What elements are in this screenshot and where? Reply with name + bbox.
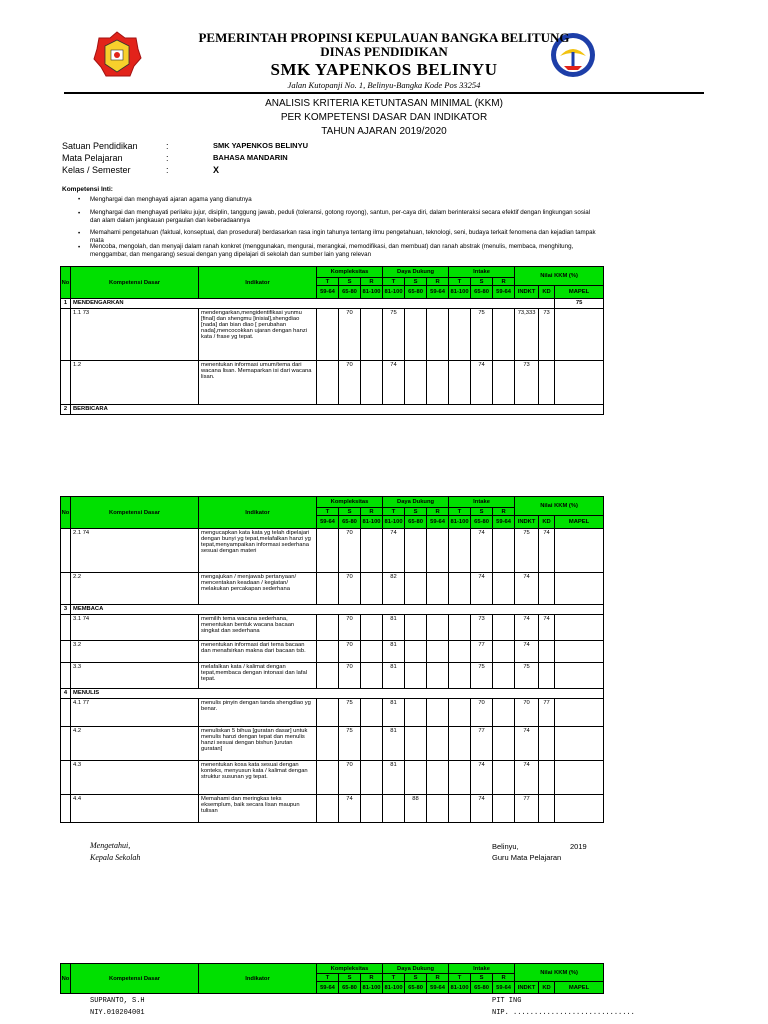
ki-item-2: Menghargai dan menghayati perilaku jujur, disiplin, tanggung jawab, peduli (toleransi, gotong royong), santun, per-caya diri, dalam berinteraksi secara efektif dengan lingkungan sosial dan alam dalam jangkauan pergaulan dan keberadaannya [90,209,591,224]
th-nilai-kkm: Nilai KKM (%) [515,267,604,286]
th-r: R [427,974,449,982]
school-name: SMK YAPENKOS BELINYU [270,60,498,79]
kd-code: 2.2 [73,574,82,580]
th-kd-short: KD [539,982,555,994]
th-nilai-kkm: Nilai KKM (%) [515,964,604,982]
group-title: BERBICARA [71,405,604,415]
th-indkt: INDKT [515,982,539,994]
meta-label-subject: Mata Pelajaran [62,153,123,163]
kompleksitas-s: 75 [339,727,361,761]
intake-s: 75 [471,309,493,361]
kompleksitas-s: 70 [339,641,361,663]
th-mapel: MAPEL [555,516,604,529]
kd-code: 3.3 [73,664,82,670]
th-range: 81-100 [383,982,405,994]
indikator-cell: menulis pinyin dengan tanda shengdiao yg benar. [199,699,317,727]
th-indkt: INDKT [515,286,539,299]
nilai-indikator: 70 [515,699,539,727]
mapel-value: 75 [555,299,604,309]
kd-cell [71,699,199,727]
indikator-cell: memilih tema wacana sederhana, menentukan bentuk wacana bacaan singkat dan sederhana [199,615,317,641]
intake-s: 74 [471,761,493,795]
kd-cell [71,615,199,641]
nilai-kd: 77 [539,699,555,727]
header-divider [64,92,704,94]
group-title: MENDENGARKAN [71,299,555,309]
th-r: R [427,278,449,286]
meta-sep-school: : [166,141,169,151]
th-s: S [339,974,361,982]
nilai-indikator: 74 [515,761,539,795]
th-kd-short: KD [539,516,555,529]
ki-bullet-1-icon: • [78,196,81,203]
sign-place: Belinyu, [492,842,519,851]
ki-heading: Kompetensi Inti: [62,186,113,193]
indikator-cell: mendengarkan,mengidentifikasi yunmu [final] dan shengmu [inisial],shengdiao [nada] dan bian diao [ perubahan nada],mencocokkan ujaran dengan hanzi kata / frase yg tepat. [199,309,317,361]
th-kd: Kompetensi Dasar [71,497,199,529]
th-range: 59-64 [427,286,449,299]
nilai-indikator: 74 [515,615,539,641]
th-t: T [383,974,405,982]
meta-sep-class: : [166,165,169,175]
indikator-cell: mengucapkan kata kata yg telah dipelajari dengan bunyi yg tepat,melafalkan hanzi yg tepat,menyampaikan informasi sederhana sesuai dengan materi [199,529,317,573]
kkm-table-3 [60,963,604,994]
th-t: T [317,974,339,982]
nilai-indikator: 74 [515,727,539,761]
kd-cell [71,361,199,405]
kd-text: 74 [82,616,90,622]
th-range: 81-100 [383,516,405,529]
nilai-indikator: 73,333 [515,309,539,361]
kompleksitas-s: 70 [339,761,361,795]
th-kd-short: KD [539,286,555,299]
intake-s: 75 [471,663,493,689]
th-intake: Intake [449,267,515,278]
th-range: 81-100 [361,982,383,994]
kompleksitas-s: 74 [339,795,361,823]
kd-code: 1.2 [73,362,82,368]
nilai-indikator: 77 [515,795,539,823]
th-range: 59-64 [493,516,515,529]
th-t: T [383,278,405,286]
th-range: 65-80 [405,982,427,994]
daya-dukung-s: 88 [405,795,427,823]
kd-cell [71,663,199,689]
indikator-cell: melafalkan kata / kalimat dengan tepat,membaca dengan intonasi dan lafal tepat. [199,663,317,689]
ki-bullet-4-icon: • [78,244,81,251]
th-range: 81-100 [449,982,471,994]
daya-dukung-t: 74 [383,529,405,573]
th-kompleksitas: Kompleksitas [317,267,383,278]
th-range: 59-64 [317,286,339,299]
th-range: 81-100 [361,286,383,299]
th-no: No [61,964,71,994]
nilai-indikator: 73 [515,361,539,405]
kd-cell [71,795,199,823]
th-intake: Intake [449,964,515,974]
meta-sep-subject: : [166,153,169,163]
th-daya-dukung: Daya Dukung [383,964,449,974]
th-indkt: INDKT [515,516,539,529]
th-range: 59-64 [317,982,339,994]
th-r: R [361,278,383,286]
th-range: 81-100 [449,286,471,299]
daya-dukung-t: 75 [383,309,405,361]
intake-s: 74 [471,529,493,573]
kd-code: 4.1 [73,700,82,706]
th-kompleksitas: Kompleksitas [317,964,383,974]
th-s: S [471,278,493,286]
kompleksitas-s: 70 [339,309,361,361]
th-range: 65-80 [339,286,361,299]
th-t: T [317,278,339,286]
th-kompleksitas: Kompleksitas [317,497,383,508]
intake-s: 74 [471,573,493,605]
ki-bullet-2-icon: • [78,210,81,217]
th-nilai-kkm: Nilai KKM (%) [515,497,604,516]
th-range: 81-100 [449,516,471,529]
th-t: T [449,974,471,982]
th-s: S [471,508,493,516]
daya-dukung-t: 81 [383,699,405,727]
th-r: R [493,974,515,982]
th-t: T [449,508,471,516]
indikator-cell: menentukan informasi umum/tema dari wacana lisan. Memaparkan isi dari wacana lisan. [199,361,317,405]
intake-s: 74 [471,361,493,405]
th-range: 81-100 [383,286,405,299]
th-no: No [61,497,71,529]
th-s: S [339,278,361,286]
th-indikator: Indikator [199,497,317,529]
th-s: S [405,974,427,982]
group-title: MENULIS [71,689,604,699]
th-t: T [449,278,471,286]
headmaster-name: SUPRANTO, S.H [90,997,145,1005]
nilai-indikator: 75 [515,663,539,689]
daya-dukung-t: 81 [383,761,405,795]
th-kd: Kompetensi Dasar [71,964,199,994]
kompleksitas-s: 70 [339,529,361,573]
kd-code: 3.1 [73,616,82,622]
th-range: 59-64 [427,516,449,529]
nilai-indikator: 74 [515,641,539,663]
kompleksitas-s: 70 [339,663,361,689]
th-r: R [493,278,515,286]
kd-code: 2.1 [73,530,82,536]
kd-cell [71,761,199,795]
teacher-nip: NIP. ............................. [492,1009,635,1017]
kd-code: 3.2 [73,642,82,648]
group-no: 4 [61,689,71,699]
group-no: 3 [61,605,71,615]
daya-dukung-t: 74 [383,361,405,405]
th-range: 59-64 [493,982,515,994]
nilai-indikator: 75 [515,529,539,573]
ki-bullet-3-icon: • [78,230,81,237]
th-daya-dukung: Daya Dukung [383,267,449,278]
th-range: 65-80 [471,516,493,529]
group-title: MEMBACA [71,605,604,615]
header-line1: PEMERINTAH PROPINSI KEPULAUAN BANGKA BELITUNG [198,30,570,45]
indikator-cell: Memahami dan meringkas teks eksemplum, baik secara lisan maupun tulisan [199,795,317,823]
kkm-table-1 [60,266,604,415]
th-mapel: MAPEL [555,982,604,994]
nilai-kd: 73 [539,309,555,361]
kd-cell [71,727,199,761]
daya-dukung-t: 82 [383,573,405,605]
th-r: R [427,508,449,516]
nilai-kd: 74 [539,615,555,641]
kd-code: 4.3 [73,762,82,768]
kd-cell [71,573,199,605]
kompleksitas-s: 70 [339,615,361,641]
kompleksitas-s: 75 [339,699,361,727]
th-s: S [339,508,361,516]
th-range: 65-80 [471,286,493,299]
intake-s: 77 [471,641,493,663]
indikator-cell: mengajukan / menjawab pertanyaan/ mencentakan keadaan / kegiatan/ melakukan percakapan sederhana [199,573,317,605]
intake-s: 77 [471,727,493,761]
sign-known-by: Mengetahui, [90,841,131,850]
kd-text: 74 [82,530,90,536]
kompleksitas-s: 70 [339,361,361,405]
th-range: 65-80 [405,516,427,529]
sign-year: 2019 [570,842,587,851]
th-range: 65-80 [405,286,427,299]
meta-value-subject: BAHASA MANDARIN [213,153,288,162]
kd-code: 4.2 [73,728,82,734]
kompleksitas-s: 70 [339,573,361,605]
meta-value-school: SMK YAPENKOS BELINYU [213,141,309,150]
nilai-kd: 74 [539,529,555,573]
kd-text: 77 [82,700,90,706]
meta-value-class: X [213,165,220,175]
meta-label-school: Satuan Pendidikan [62,141,138,151]
daya-dukung-t: 81 [383,615,405,641]
th-mapel: MAPEL [555,286,604,299]
intake-s: 73 [471,615,493,641]
th-intake: Intake [449,497,515,508]
group-no: 2 [61,405,71,415]
teacher-name: PIT ING [492,997,522,1005]
ki-item-1: Menghargai dan menghayati ajaran agama yang dianutnya [90,196,252,203]
doc-title-3: TAHUN AJARAN 2019/2020 [321,126,447,137]
th-r: R [493,508,515,516]
intake-s: 70 [471,699,493,727]
indikator-cell: menentukan informasi dari tema bacaan dan menafsirkan makna dari bacaan tsb. [199,641,317,663]
kd-text: 73 [82,310,90,316]
daya-dukung-t: 81 [383,663,405,689]
kd-cell [71,529,199,573]
th-indikator: Indikator [199,964,317,994]
doc-title-1: ANALISIS KRITERIA KETUNTASAN MINIMAL (KKM) [265,98,503,109]
kd-cell [71,641,199,663]
th-range: 65-80 [339,516,361,529]
th-s: S [405,508,427,516]
th-range: 59-64 [493,286,515,299]
th-t: T [383,508,405,516]
th-kd: Kompetensi Dasar [71,267,199,299]
th-range: 59-64 [317,516,339,529]
th-s: S [471,974,493,982]
ki-item-3: Memahami pengetahuan (faktual, konseptual, dan prosedural) berdasarkan rasa ingin tahunya tentang ilmu pengetahuan, teknologi, seni, budaya terkait fenomena dan kejadian tampak mata [90,229,596,244]
sign-headmaster-title: Kepala Sekolah [90,853,141,862]
doc-title-2: PER KOMPETENSI DASAR DAN INDIKATOR [280,112,488,123]
group-no: 1 [61,299,71,309]
th-range: 65-80 [339,982,361,994]
indikator-cell: menentukan kosa kata sesuai dengan konteks, menyusun kata / kalimat dengan struktur susunan yg tepat. [199,761,317,795]
th-range: 59-64 [427,982,449,994]
nilai-indikator: 74 [515,573,539,605]
school-address: Jalan Kutopanji No. 1, Belinyu-Bangka Kode Pos 33254 [287,80,481,90]
th-daya-dukung: Daya Dukung [383,497,449,508]
th-r: R [361,974,383,982]
kd-cell [71,309,199,361]
kd-code: 4.4 [73,796,82,802]
indikator-cell: menuliskan 5 bihua [guratan dasar] untuk menulis hanzi dengan tepat dan menulis hanzi sesuai dengan bishun [urutan guratan] [199,727,317,761]
ki-item-4: Mencoba, mengolah, dan menyaji dalam ranah konkret (menggunakan, mengurai, merangkai, memodifikasi, dan membuat) dan ranah abstrak (menulis, membaca, menghitung, menggambar, dan mengarang) sesuai dengan yang dipelajari di sekolah dan sumber lain yang relevan [90,243,574,258]
th-t: T [317,508,339,516]
sign-teacher-title: Guru Mata Pelajaran [492,853,562,862]
daya-dukung-t: 81 [383,641,405,663]
th-no: No [61,267,71,299]
daya-dukung-t: 81 [383,727,405,761]
kd-code: 1.1 [73,310,82,316]
th-indikator: Indikator [199,267,317,299]
th-r: R [361,508,383,516]
th-range: 81-100 [361,516,383,529]
meta-label-class: Kelas / Semester [62,165,131,175]
th-s: S [405,278,427,286]
headmaster-nip: NIY.010204001 [90,1009,145,1017]
intake-s: 74 [471,795,493,823]
th-range: 65-80 [471,982,493,994]
kkm-table-2 [60,496,604,823]
header-line2: DINAS PENDIDIKAN [320,44,448,59]
